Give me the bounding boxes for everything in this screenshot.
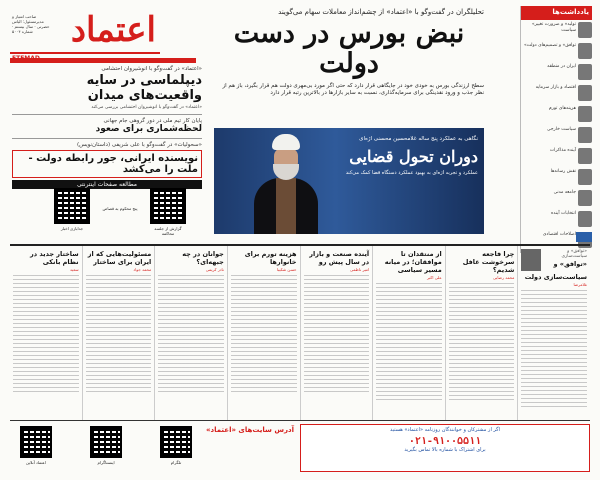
note-item[interactable] — [521, 64, 592, 83]
section-title: مطالعه صفحات اینترنتی — [12, 180, 202, 189]
story-headline[interactable]: لحظه‌شماری برای صعود — [95, 123, 202, 134]
column-kicker: «توافق» و سیاست‌سازی — [561, 249, 587, 259]
column-author: محمد جواد — [133, 267, 152, 272]
subscription-ad[interactable] — [300, 424, 590, 472]
qr-label: تلگرام — [170, 460, 182, 465]
website-ad[interactable] — [206, 426, 294, 466]
note-title: «توافق» و تصمیم‌های دولت — [523, 43, 576, 48]
note-title: اصلاحات اقتصادی — [542, 232, 576, 237]
qr-code[interactable] — [150, 188, 186, 224]
column-title[interactable]: «توافق» و سیاست‌سازی دولت — [524, 260, 587, 281]
note-item[interactable] — [521, 43, 592, 62]
blue-tag — [576, 232, 592, 242]
author-photo — [578, 190, 592, 206]
column-body-text — [231, 275, 297, 395]
opinion-column — [82, 246, 155, 420]
qr-label: اینستاگرام — [97, 460, 115, 465]
divider — [12, 114, 202, 115]
masthead — [10, 8, 160, 60]
author-photo — [521, 249, 541, 271]
qr-row — [20, 426, 200, 470]
column-title[interactable]: از منتقدان تا موافقان؛ در میانه مسیر سیاسی — [384, 250, 442, 274]
opinion-columns — [10, 244, 590, 420]
author-photo — [578, 127, 592, 143]
story-kicker: پایان کار تیم ملی در دور گروهی جام جهانی — [103, 117, 202, 124]
opinion-column — [154, 246, 227, 420]
highlight-box — [12, 150, 202, 178]
column-title[interactable]: مسئولیت‌هایی که از ایران برای ساختار — [87, 250, 152, 266]
column-body-text — [376, 283, 442, 403]
ad-phone[interactable]: ۰۲۱-۹۱۰۰۵۵۱۱ — [408, 436, 482, 447]
story-headline[interactable]: نویسنده ایرانی، جور رابطه دولت - ملت را می‌کشد — [28, 152, 198, 175]
author-photo — [578, 85, 592, 101]
story-kicker: «اعتماد» در گفت‌وگو با انوشیروان احتشامی — [101, 66, 202, 72]
note-title: هزینه‌های تورم — [548, 106, 576, 111]
column-author: نادر کریمی — [205, 267, 224, 272]
qr-label: گزارش از جلسه محاکمه — [154, 226, 182, 236]
note-item[interactable] — [521, 211, 592, 230]
note-item[interactable] — [521, 22, 592, 41]
lead-story — [214, 8, 484, 97]
author-photo — [578, 64, 592, 80]
note-title: انتخابات آینده — [550, 211, 576, 216]
note-item[interactable] — [521, 127, 592, 146]
column-title[interactable]: چرا فاجعه سرخوشت غافل شدیم؟ — [462, 250, 515, 274]
column-title[interactable]: ساختار جدید در نظام بانکی — [30, 250, 79, 266]
note-title: اقتصاد و بازار سرمایه — [535, 85, 576, 90]
lead-headline[interactable]: نبض بورس در دست دولت — [233, 18, 465, 79]
qr-label: اعتماد آنلاین — [25, 460, 47, 465]
opinion-column — [10, 246, 82, 420]
note-title: سیاست خارجی — [547, 127, 576, 132]
left-top-stories — [12, 66, 202, 189]
ad-text: اگر از مشترکان و خوانندگان روزنامه «اعتماد» هستید — [390, 427, 500, 433]
note-title: نقش رسانه‌ها — [550, 169, 576, 174]
photo-body: عملکرد و تجربه اژه‌ای به بهبود عملکرد دستگاه قضا کمک می‌کند — [345, 170, 478, 176]
column-body-text — [449, 283, 515, 403]
column-title[interactable]: جوانان در چه جبهه‌ای؟ — [182, 250, 224, 266]
opinion-column — [372, 246, 445, 420]
note-title: ایران در منطقه — [547, 64, 576, 69]
photo-kicker: نگاهی به عملکرد پنج ساله غلامحسین محسنی اژه‌ای — [359, 136, 478, 142]
lead-body: سطح ارزندگی بورس به خودی خود در جایگاهی قرار دارد که حتی اگر مورد بی‌مهری دولت هم قرار بگیرد، باز هم از نظر جذب و ورود نقدینگی برای سرمایه‌گذاری، نسبت به سایر بازارها در بالاترین رتبه قرار دارد — [222, 83, 484, 96]
newspaper-logo: اعتماد — [70, 10, 156, 50]
author-photo — [578, 43, 592, 59]
column-body-text — [158, 275, 224, 395]
author-photo — [578, 148, 592, 164]
qr-code[interactable] — [90, 426, 122, 458]
notes-header: یادداشت‌ها — [521, 6, 592, 20]
note-item[interactable] — [521, 106, 592, 125]
qr-code[interactable] — [54, 188, 90, 224]
qr-code[interactable] — [160, 426, 192, 458]
qr-label: پنج محکوم به قصاص — [102, 206, 138, 211]
lead-photo[interactable] — [214, 128, 484, 234]
opinion-column — [227, 246, 300, 420]
photo-caption — [338, 136, 478, 177]
column-title[interactable]: هزینه تورم برای خانوارها — [244, 250, 297, 266]
note-title: آینده مذاکرات — [549, 148, 576, 153]
column-body-text — [304, 275, 370, 395]
column-author: حسن شکیبا — [276, 267, 297, 272]
author-photo — [578, 169, 592, 185]
notes-list — [521, 22, 592, 251]
qr-label: جدابازی اخبار — [60, 226, 84, 231]
logo-block — [10, 8, 160, 54]
column-body-text — [521, 290, 587, 410]
note-item[interactable] — [521, 148, 592, 167]
opinion-column — [517, 246, 590, 420]
note-item[interactable] — [521, 190, 592, 209]
lead-kicker: تحلیلگران در گفت‌وگو با «اعتماد» از چشم‌انداز معاملات سهام می‌گویند — [278, 8, 484, 16]
story-body: «اعتماد» در گفت‌وگو با انوشیروان احتشامی بررسی می‌کند — [91, 105, 202, 110]
column-author: سعید — [70, 267, 79, 272]
author-photo — [578, 106, 592, 122]
author-photo — [578, 22, 592, 38]
notes-column — [520, 6, 592, 253]
note-title: «تولید» و ضرورت تغییر سیاست — [531, 22, 576, 33]
column-body-text — [86, 275, 152, 395]
photo-headline[interactable]: دوران تحول قضایی — [349, 147, 478, 166]
qr-code[interactable] — [20, 426, 52, 458]
author-photo — [578, 211, 592, 227]
divider — [12, 138, 202, 139]
masthead-strip — [10, 58, 196, 63]
story-headline[interactable]: دیپلماسی در سایه واقعیت‌های میدان — [86, 73, 202, 103]
column-author: امیر ناظمی — [350, 267, 370, 272]
story-kicker: «سحولیات» در گفت‌وگو با علی شریفی (داستان‌نویس) — [76, 141, 202, 148]
column-body-text — [13, 275, 79, 395]
note-item[interactable] — [521, 169, 592, 188]
column-author: غلامرضا — [573, 282, 587, 287]
column-author: علی اکبر — [427, 275, 442, 280]
column-author: محمد رضایی — [492, 275, 515, 280]
cleric-portrait — [254, 134, 318, 234]
ad-subtext: برای اشتراک با شماره بالا تماس بگیرید — [404, 447, 486, 453]
note-item[interactable] — [521, 85, 592, 104]
column-title[interactable]: آینده صنعت و بازار در سال پیش رو — [309, 250, 370, 266]
opinion-column — [300, 246, 373, 420]
website-ad-text: آدرس سایت‌های «اعتماد» — [206, 426, 294, 434]
opinion-column — [445, 246, 518, 420]
note-title: جامعه مدنی — [553, 190, 576, 195]
masthead-info: صاحب امتیاز و مدیرمسئول: الیاس حضرتی · سال بیستم · شماره ۵۰۰۴ — [12, 14, 50, 34]
